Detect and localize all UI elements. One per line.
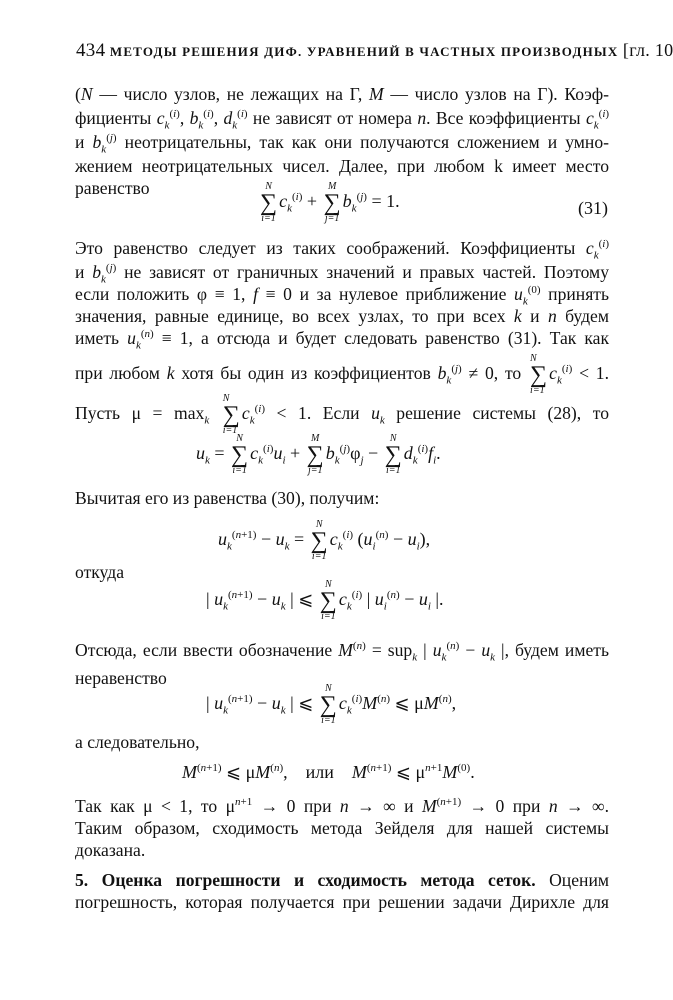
text-line: Отсюда, если ввести обозначение $M^{(n)} = sup_k$ | $u_k^{(n)} - u_k$ |, будем иметь <box>75 640 609 664</box>
equation-abs: | $u_k^{(n+1)} - u_k$ | ⩽ N ∑ i=1 $c_k^{(i)}$ | $u_i^{(n)} - u_i$ |. <box>206 579 444 622</box>
equation-final: $M^{(n+1)}$ ⩽ $\mu M^{(n)}$, или $M^{(n+1)}$ ⩽ $\mu^{n+1}M^{(0)}$. <box>182 762 475 782</box>
equation-uk: $u_k$ = N ∑ i=1 $c_k^{(i)}u_i$ + M ∑ j=1 $b_k^{(j)}\varphi_j$ − N ∑ i=1 $d_k^{(i)}f_i$. <box>196 433 441 476</box>
text-line: откуда <box>75 562 125 582</box>
equation-diff: $u_k^{(n+1)} - u_k$ = N ∑ i=1 $c_k^{(i)}$ $(u_i^{(n)} - u_i)$, <box>218 519 431 562</box>
text-line: Так как μ < 1, то $\mu^{n+1} \to 0$ при n → ∞ и $M^{(n+1)} \to 0$ при n → ∞. <box>75 796 609 816</box>
text-line: если положить φ ≡ 1, f ≡ 0 и за нулевое приближение $u_k^{(0)}$ принять <box>75 284 610 308</box>
text-line: и $b_k^{(j)}$ неотрицательны, так как они получаются сложением и умно- <box>75 132 609 156</box>
text-line: Таким образом, сходимость метода Зейделя для нашей системы <box>75 818 609 838</box>
text-line: (N — число узлов, не лежащих на Г, M — число узлов на Г). Коэф- <box>75 84 609 104</box>
text-line: Вычитая его из равенства (30), получим: <box>75 488 380 508</box>
equation-31: N ∑ i=1 $c_k^{(i)}$ + M ∑ j=1 $b_k^{(j)} = 1$. <box>260 181 400 224</box>
chapter-ref: [гл. 10 <box>622 40 673 60</box>
text-line: неравенство <box>75 668 167 688</box>
page-number: 434 <box>76 40 106 61</box>
text-line: значения, равные единице, во всех узлах, то при всех k и n будем <box>75 306 609 326</box>
text-line: жением неотрицательных чисел. Далее, при любом k имеет место <box>75 156 609 176</box>
text-line: иметь $u_k^{(n)} \equiv 1$, а отсюда и будет следовать равенство (31). Так как <box>75 328 610 352</box>
text-line: фициенты $c_k^{(i)}$, $b_k^{(i)}$, $d_k^{(i)}$ не зависят от номера n. Все коэффициенты $c_k^{(i)}$ <box>75 108 610 132</box>
text-line: а следовательно, <box>75 732 200 752</box>
header-title: МЕТОДЫ РЕШЕНИЯ ДИФ. УРАВНЕНИЙ В ЧАСТНЫХ ПРОИЗВОДНЫХ <box>109 44 619 59</box>
text-line: Пусть $\mu = \max_k$ N ∑ i=1 $c_k^{(i)} < 1$. Если $u_k$ решение системы (28), то <box>75 393 609 436</box>
text-line: погрешность, которая получается при решении задачи Дирихле для <box>75 892 609 912</box>
equation-number: (31) <box>578 198 608 218</box>
text-line: равенство <box>75 178 150 198</box>
text-line: при любом k хотя бы один из коэффициентов $b_k^{(j)} \ne 0$, то N ∑ i=1 $c_k^{(i)} < 1$. <box>75 353 609 396</box>
running-header <box>76 40 673 62</box>
section-heading-line: 5. Оценка погрешности и сходимость метода сеток. Оценим <box>75 870 609 890</box>
section-heading: 5. Оценка погрешности и сходимость метода сеток. <box>75 870 536 890</box>
text-line: и $b_k^{(j)}$ не зависят от граничных значений и правых частей. Поэтому <box>75 262 609 286</box>
text-line: доказана. <box>75 840 146 860</box>
equation-ineq: | $u_k^{(n+1)} - u_k$ | ⩽ N ∑ i=1 $c_k^{(i)}M^{(n)}$ ⩽ $\mu M^{(n)}$, <box>206 683 457 726</box>
text-line: Это равенство следует из таких соображений. Коэффициенты $c_k^{(i)}$ <box>75 238 609 262</box>
